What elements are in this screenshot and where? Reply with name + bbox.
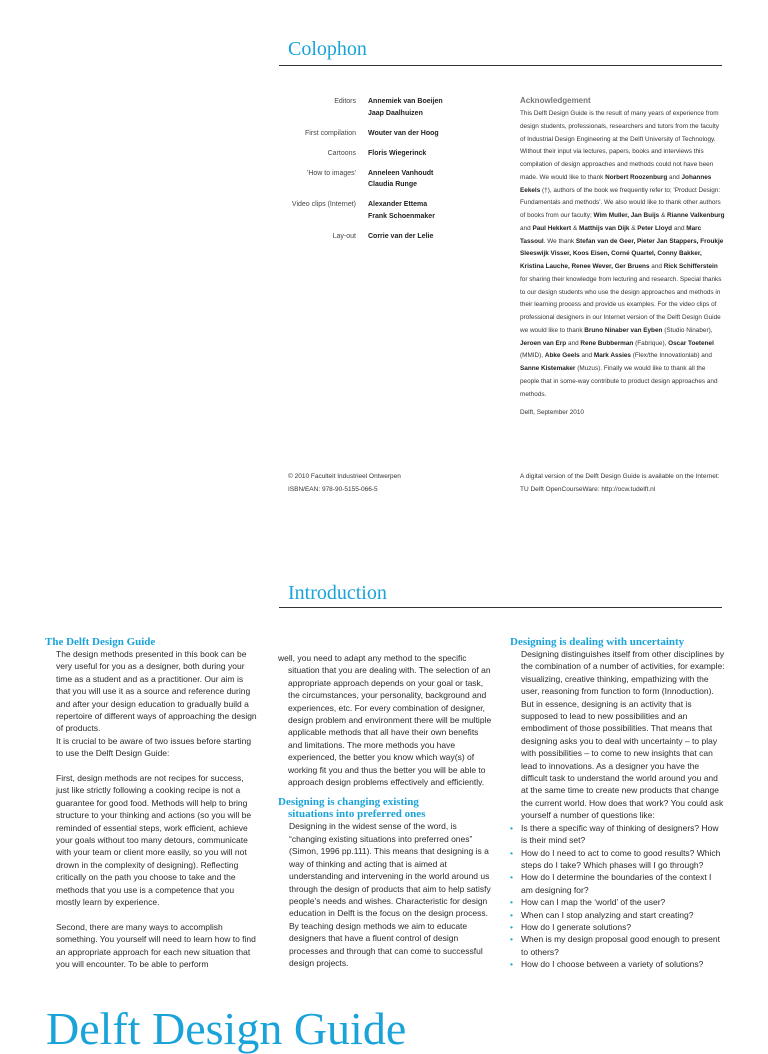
- acknowledgement-text: (Studio Ninaber),: [662, 326, 713, 334]
- acknowledged-name: Sanne Kistemaker: [520, 365, 576, 372]
- acknowledgement-text: and: [579, 352, 594, 360]
- col1-paragraph: First, design methods are not recipes for success, just like strictly following a cooking recipe is not a guarantee for good food. Methods will help to bring structure to your thinking and actions (so you will be reminded of essential steps, work efficient, achieve your goals without too many detours, communicate with your team or client more easily, so you will not drown in the complexity of designing). Reflecting critically on the path you choose to take and the methods that you use is a competence that you mostly learn by experience.: [56, 773, 252, 908]
- acknowledgement-text: and: [649, 263, 664, 270]
- paragraph-spacer: [56, 760, 257, 772]
- acknowledgement-place-date: Delft, September 2010: [520, 409, 584, 417]
- copyright-line: © 2010 Faculteit Industrieel Ontwerpen: [288, 473, 401, 480]
- intro-column-1: [45, 636, 257, 971]
- acknowledged-name: Bruno Ninaber van Eyben: [584, 326, 663, 334]
- question-item: • How can I map the ‘world’ of the user?: [510, 896, 725, 908]
- introduction-title: Introduction: [288, 582, 387, 604]
- acknowledged-name: Oscar Toetenel: [668, 339, 714, 347]
- acknowledgement: [520, 95, 725, 420]
- col1-paragraph: Second, there are many ways to accomplish something. You yourself will need to learn how to find an appropriate approach for each new situation that you will encounter. To be able to perform: [56, 921, 256, 970]
- acknowledgement-text: (†), authors of the book we frequently refer to; 'Product Design: Fundamentals and methods'. We also would like to thank other authors of books from our faculty;: [520, 186, 721, 219]
- acknowledgement-text: (Flex/the Innovationlab) and: [630, 352, 712, 360]
- credit-names: [368, 96, 443, 119]
- col2-paragraph: Designing in the widest sense of the word, is “changing existing situations into preferred ones” (Simon, 1996 pp.111). This means that designing is a way of thinking and acting that is aimed at understanding and intervening in the world around us through the design of products that aim to help satisfy people’s needs and wishes. Characteristic for design education in Delft is the focus on the design process. By teaching design methods we aim to educate designers that have a fluent control of design processes and through that can come to successful design projects.: [289, 821, 491, 968]
- acknowledgement-body: [520, 108, 725, 401]
- credit-name: Wouter van der Hoog: [368, 129, 439, 137]
- introduction-rule: [279, 607, 722, 608]
- credit-names: [368, 199, 435, 222]
- credit-role: Lay-out: [332, 232, 356, 240]
- acknowledgement-text: for sharing their knowledge from lecturing and research. Special thanks to our design students who use the design approaches and methods in their learning process and provide us examples. For the video clips of professional designers in our Internet version of the Delft Design Guide we would like to thank: [520, 275, 722, 334]
- credit-names: [368, 128, 439, 140]
- acknowledged-name: Rick Schifferstein: [663, 263, 718, 270]
- digital-version-note: A digital version of the Delft Design Guide is available on the Internet: TU Delft OpenCourseWare: http://ocw.tudelft.nl: [520, 473, 720, 493]
- credit-name: Alexander Ettema: [368, 201, 428, 208]
- acknowledged-name: Marc Tassoul: [520, 224, 702, 245]
- acknowledgement-text: and: [566, 339, 581, 347]
- acknowledgement-text: &: [629, 224, 638, 232]
- acknowledgement-text: &: [571, 224, 579, 232]
- col3-paragraph: Designing distinguishes itself from other disciplines by the combination of a number of activities, for example: visualizing, creative thinking, empathizing with the user, reasoning from function to form (Innoduction). But in essence, designing is an activity that is supposed to lead to new possibilities and an embodiment of those possibilities. That means that designing asks you to deal with uncertainty – to play with possibilities – to come to new insights that can lead to innovations. As a designer you have the difficult task to understand the world around you and at the same time to create new products that change the current world. How does that work? You could ask yourself a number of questions like:: [521, 649, 725, 821]
- acknowledged-name: Rianne Valkenburg: [667, 212, 725, 219]
- credit-role: Editors: [334, 98, 356, 105]
- col1-paragraph: It is crucial to be aware of two issues before starting to use the Delft Design Guide:: [56, 735, 252, 759]
- credit-row: [282, 199, 472, 222]
- isbn-line: ISBN/EAN: 978-90-5155-066-5: [288, 486, 378, 493]
- intro-column-3: [510, 636, 725, 971]
- question-item: • Is there a specific way of thinking of designers? How is their mind set?: [510, 822, 725, 847]
- acknowledgement-text: This Delft Design Guide is the result of many years of experience from design students, professionals, researchers and tutors from the faculty of Industrial Design Engineering at the Delft University of Technology. Without their input via lectures, papers, books and interviews this compilation of design approaches and methods could not have been made. We would like to thank: [520, 110, 719, 181]
- credit-role: Video clips (Internet): [291, 201, 356, 208]
- paragraph-spacer: [56, 909, 257, 921]
- credit-name: Anneleen Vanhoudt: [368, 169, 434, 177]
- question-item: • How do I choose between a variety of solutions?: [510, 958, 725, 970]
- credit-names: [368, 168, 433, 191]
- credit-row: [282, 128, 472, 140]
- acknowledged-name: Matthijs van Dijk: [579, 224, 630, 232]
- subhead-delft-design-guide: The Delft Design Guide: [45, 636, 156, 648]
- credit-row: [282, 96, 472, 119]
- question-item: • How do I generate solutions?: [510, 921, 725, 933]
- acknowledgement-text: and: [672, 224, 687, 232]
- subhead-line: situations into preferred ones: [288, 808, 426, 821]
- acknowledged-name: Abke Geels: [544, 352, 580, 360]
- acknowledged-name: Paul Hekkert: [532, 224, 572, 232]
- colophon-rule: [279, 65, 722, 66]
- acknowledgement-text: (Fabrique),: [633, 339, 669, 347]
- footer-title: Delft Design Guide: [46, 1003, 407, 1054]
- question-item: • When is my design proposal good enough to present to others?: [510, 933, 725, 958]
- col1-paragraph: The design methods presented in this book can be very useful for you as a designer, both during your time as a student and as a practitioner. Our aim is that you will use it as a source and reference during and after your design education to gradually build a repertoire of different ways of approaching the design of products.: [56, 649, 257, 734]
- credit-names: [368, 231, 433, 243]
- credit-names: [368, 148, 426, 160]
- credit-name: Floris Wiegerinck: [368, 149, 427, 157]
- credit-role: First compilation: [305, 129, 356, 137]
- question-item: • When can I stop analyzing and start creating?: [510, 909, 725, 921]
- acknowledgement-text: and: [520, 224, 533, 232]
- acknowledged-name: Johannes Eekels: [520, 173, 712, 194]
- credits-list: [282, 96, 472, 251]
- acknowledgement-text: . We thank: [543, 237, 576, 245]
- question-item: • How do I determine the boundaries of the context I am designing for?: [510, 871, 725, 896]
- acknowledgement-text: and: [667, 173, 682, 181]
- credit-name: Annemiek van Boeijen: [368, 98, 443, 105]
- question-list: [510, 822, 725, 971]
- credit-role: Cartoons: [327, 149, 356, 157]
- acknowledgement-title: Acknowledgement: [520, 96, 591, 105]
- acknowledged-name: Stefan van de Geer, Pieter Jan Stappers, Froukje Sleeswijk Visser, Koos Eisen, Corné Quartel, Conny Bakker, Kristina Lauche, Renee Wever, Ger Bruens: [520, 237, 724, 270]
- intro-column-2: [278, 652, 493, 969]
- subhead-changing-situations: [278, 796, 493, 820]
- question-item: • How do I need to act to come to good results? Which steps do I take? Which phases will I go through?: [510, 847, 725, 872]
- intro-column-1-text: [45, 648, 257, 971]
- col2-lead-paragraph: well, you need to adapt any method to the specific situation that you are dealing with. The selection of an appropriate approach depends on your goal or task, the circumstances, your personality, background and experiences, etc. For every combination of designer, design problem and environment there will be multiple applicable methods that all have their own benefits and limitations. The more methods you have experienced, the better you know which way(s) of working fit you and thus the better you will be able to approach design problems effectively and efficiently.: [278, 653, 492, 788]
- colophon-title: Colophon: [288, 38, 367, 60]
- acknowledgement-text: (MMID),: [520, 352, 545, 360]
- credit-name: Corrie van der Lelie: [368, 232, 434, 240]
- credit-role: 'How to images': [307, 169, 356, 177]
- credit-name: Claudia Runge: [368, 181, 418, 188]
- credit-name: Jaap Daalhuizen: [368, 109, 423, 117]
- credit-row: [282, 148, 472, 160]
- acknowledgement-text: (Muzus). Finally we would like to thank all the people that in some-way contribute to product design approaches and methods.: [520, 365, 718, 398]
- copyright: [288, 470, 498, 496]
- subhead-uncertainty: Designing is dealing with uncertainty: [510, 636, 685, 648]
- credit-name: Frank Schoenmaker: [368, 212, 435, 220]
- acknowledgement-text: &: [659, 212, 667, 219]
- acknowledged-name: Wim Muller, Jan Buijs: [593, 212, 660, 219]
- acknowledged-name: Norbert Roozenburg: [605, 173, 668, 181]
- credit-row: [282, 168, 472, 191]
- acknowledged-name: Mark Assies: [593, 352, 631, 360]
- acknowledged-name: Jeroen van Erp: [520, 339, 567, 347]
- acknowledged-name: Rene Bubberman: [580, 339, 634, 347]
- credit-row: [282, 231, 472, 243]
- subhead-line: Designing is changing existing: [278, 796, 419, 809]
- acknowledged-name: Peter Lloyd: [637, 224, 673, 232]
